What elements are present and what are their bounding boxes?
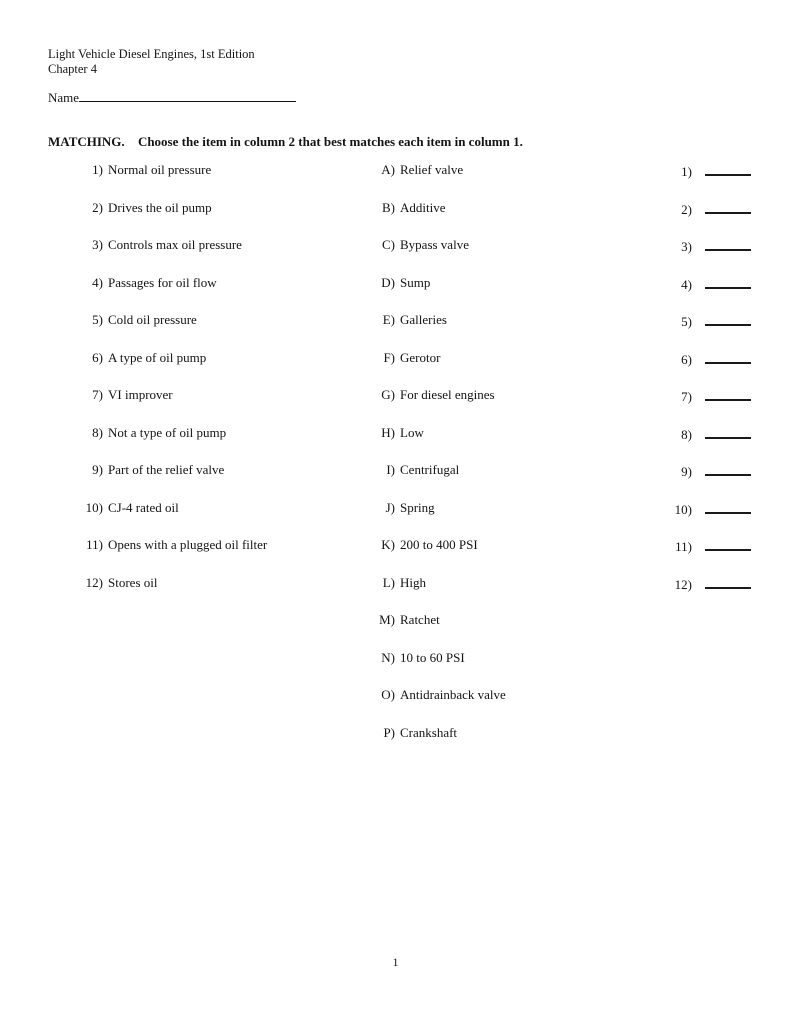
column1-item	[77, 237, 242, 252]
column1-item	[77, 425, 226, 440]
page-number: 1	[392, 955, 399, 969]
matching-row	[0, 612, 791, 650]
answer-blank-line[interactable]	[705, 200, 751, 214]
answer-blank-line[interactable]	[705, 575, 751, 589]
column1-item	[77, 500, 179, 515]
matching-row	[0, 650, 791, 688]
name-field-row	[48, 88, 296, 106]
answer-blank-line[interactable]	[705, 237, 751, 251]
option-text: Sump	[400, 274, 431, 290]
answer-blank-line[interactable]	[705, 425, 751, 439]
matching-row	[0, 687, 791, 725]
answer-number: 9)	[681, 464, 692, 479]
answer-slot	[662, 425, 751, 442]
column2-option	[369, 312, 447, 327]
column1-item	[77, 200, 212, 215]
answer-number: 8)	[681, 426, 692, 442]
column2-option	[369, 650, 465, 665]
column1-item	[77, 162, 211, 177]
option-letter: P)	[383, 724, 395, 740]
item-number: 2)	[92, 199, 103, 215]
item-text: Normal oil pressure	[108, 162, 212, 177]
chapter-label: Chapter 4	[48, 62, 97, 76]
column2-option	[369, 500, 435, 515]
item-text: Not a type of oil pump	[108, 424, 227, 440]
column2-option	[369, 162, 463, 177]
option-letter: D)	[381, 274, 395, 290]
column2-option	[369, 575, 426, 590]
answer-slot	[662, 200, 751, 217]
column2-option	[369, 425, 424, 440]
item-number: 9)	[92, 462, 103, 477]
item-text: Part of the relief valve	[108, 462, 225, 477]
item-text: VI improver	[108, 387, 173, 402]
answer-blank-line[interactable]	[705, 312, 751, 326]
option-text: High	[400, 574, 426, 590]
option-text: Additive	[400, 199, 446, 215]
answer-number: 12)	[674, 576, 692, 592]
column2-option	[369, 237, 469, 252]
item-text: A type of oil pump	[108, 349, 207, 365]
item-number: 4)	[92, 274, 103, 290]
item-text: Controls max oil pressure	[108, 237, 242, 252]
answer-number: 1)	[681, 164, 692, 179]
option-letter: L)	[382, 574, 395, 590]
option-text: 200 to 400 PSI	[400, 537, 478, 552]
column1-item	[77, 350, 206, 365]
document-header	[48, 47, 255, 77]
column2-option	[369, 275, 430, 290]
name-label: Name	[48, 90, 80, 105]
answer-slot	[662, 537, 751, 554]
matching-table	[0, 162, 791, 762]
column2-option	[369, 687, 506, 702]
option-letter: K)	[381, 537, 395, 552]
answer-slot	[662, 162, 751, 179]
option-letter: A)	[381, 162, 395, 177]
column2-option	[369, 387, 495, 402]
column1-item	[77, 312, 197, 327]
option-text: For diesel engines	[400, 387, 495, 402]
column1-item	[77, 275, 217, 290]
answer-blank-line[interactable]	[705, 275, 751, 289]
option-letter: M)	[379, 612, 395, 627]
column2-option	[369, 612, 440, 627]
answer-number: 5)	[681, 314, 692, 329]
option-text: Antidrainback valve	[400, 687, 506, 702]
matching-row	[0, 162, 791, 200]
item-number: 11)	[86, 537, 103, 552]
answer-blank-line[interactable]	[705, 387, 751, 401]
column2-option	[369, 350, 440, 365]
option-letter: I)	[386, 462, 395, 477]
item-text: CJ-4 rated oil	[108, 499, 179, 515]
column1-item	[77, 387, 173, 402]
item-text: Passages for oil flow	[108, 274, 217, 290]
matching-row	[0, 462, 791, 500]
option-text: Galleries	[400, 312, 447, 327]
answer-slot	[662, 462, 751, 479]
answer-number: 10)	[674, 501, 692, 517]
column2-option	[369, 462, 459, 477]
option-text: Crankshaft	[400, 724, 458, 740]
column1-item	[77, 537, 267, 552]
answer-number: 6)	[681, 351, 692, 367]
answer-blank-line[interactable]	[705, 350, 751, 364]
option-text: Low	[400, 424, 424, 440]
option-text: Gerotor	[400, 349, 441, 365]
item-number: 7)	[92, 387, 103, 402]
option-letter: E)	[382, 312, 395, 327]
item-text: Opens with a plugged oil filter	[108, 537, 268, 552]
book-title: Light Vehicle Diesel Engines, 1st Edition	[48, 47, 255, 61]
option-letter: H)	[381, 424, 395, 440]
answer-blank-line[interactable]	[705, 462, 751, 476]
matching-row	[0, 275, 791, 313]
option-letter: G)	[381, 387, 395, 402]
option-text: 10 to 60 PSI	[400, 649, 465, 665]
matching-instructions: Choose the item in column 2 that best matches each item in column 1.	[137, 134, 523, 149]
answer-slot	[662, 312, 751, 329]
option-letter: N)	[381, 649, 395, 665]
option-text: Bypass valve	[400, 237, 469, 252]
option-text: Relief valve	[400, 162, 464, 177]
answer-number: 2)	[681, 201, 692, 217]
answer-slot	[662, 575, 751, 592]
item-number: 8)	[92, 424, 103, 440]
matching-row	[0, 387, 791, 425]
item-number: 3)	[92, 237, 103, 252]
matching-row	[0, 312, 791, 350]
matching-row	[0, 200, 791, 238]
answer-blank-line[interactable]	[705, 500, 751, 514]
matching-row	[0, 237, 791, 275]
option-text: Spring	[400, 499, 435, 515]
matching-heading	[48, 134, 523, 150]
matching-label: MATCHING.	[48, 134, 125, 149]
option-letter: B)	[382, 199, 395, 215]
option-letter: F)	[383, 349, 395, 365]
answer-number: 7)	[681, 389, 692, 404]
item-number: 10)	[85, 499, 103, 515]
item-number: 5)	[92, 312, 103, 327]
option-letter: J)	[385, 499, 395, 515]
answer-slot	[662, 387, 751, 404]
answer-blank-line[interactable]	[705, 537, 751, 551]
answer-blank-line[interactable]	[705, 162, 751, 176]
option-text: Centrifugal	[400, 462, 460, 477]
matching-row	[0, 537, 791, 575]
matching-row	[0, 500, 791, 538]
option-letter: C)	[382, 237, 395, 252]
answer-slot	[662, 500, 751, 517]
answer-slot	[662, 350, 751, 367]
answer-slot	[662, 237, 751, 254]
column1-item	[77, 575, 157, 590]
item-number: 6)	[92, 349, 103, 365]
name-blank-line[interactable]	[79, 88, 296, 102]
answer-number: 4)	[681, 276, 692, 292]
answer-slot	[662, 275, 751, 292]
answer-number: 3)	[681, 239, 692, 254]
column2-option	[369, 200, 446, 215]
answer-number: 11)	[675, 539, 692, 554]
item-number: 1)	[92, 162, 103, 177]
column1-item	[77, 462, 224, 477]
column2-option	[369, 725, 457, 740]
option-text: Ratchet	[400, 612, 440, 627]
column2-option	[369, 537, 478, 552]
item-text: Drives the oil pump	[108, 199, 212, 215]
option-letter: O)	[381, 687, 395, 702]
matching-row	[0, 575, 791, 613]
item-text: Stores oil	[108, 574, 158, 590]
matching-row	[0, 725, 791, 763]
item-number: 12)	[85, 574, 103, 590]
item-text: Cold oil pressure	[108, 312, 197, 327]
matching-row	[0, 425, 791, 463]
matching-row	[0, 350, 791, 388]
